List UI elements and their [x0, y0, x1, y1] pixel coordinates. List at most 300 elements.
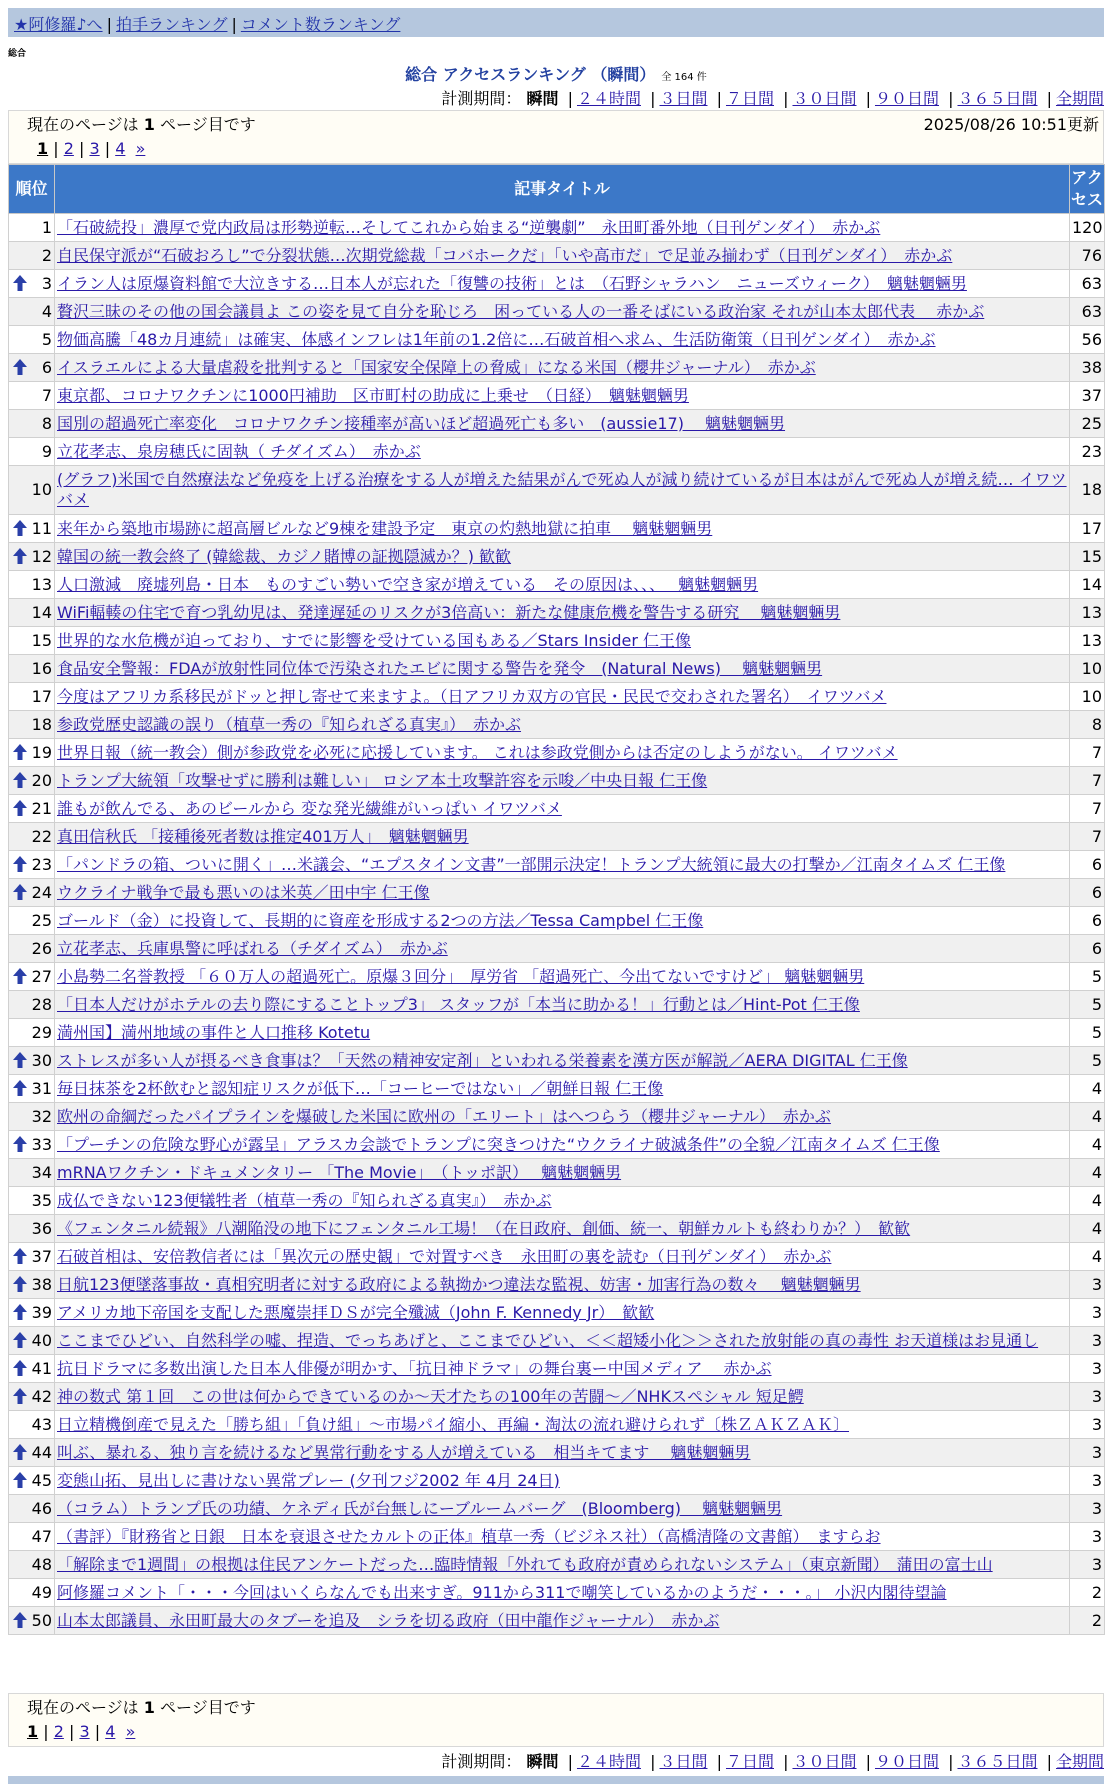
title-cell [55, 270, 1070, 298]
article-title-link[interactable]: 変態山拓、見出しに書けない異常プレー (夕刊フジ2002 年 4月 24日) [57, 1470, 560, 1490]
table-row [9, 214, 1105, 242]
up-arrow-icon [13, 1332, 27, 1348]
access-count: 3 [1070, 1411, 1105, 1439]
rank-cell [9, 1607, 55, 1635]
article-title-link[interactable]: 成仏できない123便犠牲者（植草一秀の『知られざる真実』） 赤かぶ [57, 1190, 552, 1210]
title-cell [55, 515, 1070, 543]
access-count: 3 [1070, 1271, 1105, 1299]
article-title-link[interactable]: 満州国】満州地域の事件と人口推移 Kotetu [57, 1022, 371, 1042]
access-count: 4 [1070, 1243, 1105, 1271]
article-title-link[interactable]: 東京都、コロナワクチンに1000円補助 区市町村の助成に上乗せ （日経） 魑魅魍魎男 [57, 385, 689, 405]
article-title-link[interactable]: 世界的な水危機が迫っており、すでに影響を受けている国もある／Stars Insider 仁王像 [57, 630, 692, 650]
article-title-link[interactable]: mRNAワクチン・ドキュメンタリー 「The Movie」 （トッポ訳） 魑魅魍魎男 [57, 1162, 622, 1182]
period-selector-bottom: 計測期間： 瞬間 | ２４時間 | ３日間 | ７日間 | ３０日間 | ９０日間 | ３６５日間 | 全期間 [441, 1752, 1104, 1771]
title-cell [55, 410, 1070, 438]
article-title-link[interactable]: 立花孝志、兵庫県警に呼ばれる（チダイズム） 赤かぶ [57, 938, 448, 958]
title-cell [55, 1103, 1070, 1131]
table-row [9, 1047, 1105, 1075]
table-row [9, 438, 1105, 466]
title-cell [55, 1243, 1070, 1271]
title-cell [55, 767, 1070, 795]
period-link-30d[interactable]: ３０日間 [792, 89, 857, 108]
up-arrow-icon [13, 856, 27, 872]
title-cell [55, 1131, 1070, 1159]
page-link-current[interactable]: 1 [37, 139, 49, 158]
article-title-link[interactable]: （書評）『財務省と日銀 日本を衰退させたカルトの正体』植草一秀（ビジネス社）（高橋清隆の文書館） ますらお [57, 1526, 881, 1546]
access-count: 5 [1070, 1019, 1105, 1047]
rank-number: 1 [41, 217, 52, 237]
table-row [9, 1523, 1105, 1551]
title-cell [55, 1159, 1070, 1187]
article-title-link[interactable]: 叫ぶ、暴れる、独り言を続けるなど異常行動をする人が増えている 相当キてます 魑魅魍魎男 [57, 1442, 751, 1462]
rank-number: 17 [31, 686, 52, 706]
title-cell [55, 214, 1070, 242]
up-arrow-icon [13, 1052, 27, 1068]
table-row [9, 935, 1105, 963]
rank-number: 14 [31, 602, 52, 622]
up-arrow-icon [13, 275, 27, 291]
nav-link-clap-ranking[interactable]: 拍手ランキング [115, 15, 228, 34]
rank-cell [9, 599, 55, 627]
article-title-link[interactable]: 《フェンタニル続報》八潮陥没の地下にフェンタニル工場！（在日政府、創価、統一、朝鮮カルトも終わりか？） 歓歓 [57, 1218, 911, 1238]
period-link-90d[interactable]: ９０日間 [874, 1752, 939, 1771]
up-arrow-icon [13, 744, 27, 760]
article-title-link[interactable]: 小島勢二名誉教授 「６０万人の超過死亡。原爆３回分」 厚労省 「超過死亡、今出てないですけど」 魑魅魍魎男 [57, 966, 865, 986]
period-link-3d[interactable]: ３日間 [659, 1752, 708, 1771]
period-link-7d[interactable]: ７日間 [725, 1752, 774, 1771]
page-link[interactable]: 4 [105, 1722, 116, 1741]
rank-cell [9, 382, 55, 410]
pager-bottom [8, 1693, 1104, 1747]
rank-cell [9, 767, 55, 795]
rank-cell [9, 270, 55, 298]
table-row [9, 991, 1105, 1019]
rank-number: 28 [31, 994, 52, 1014]
access-count: 14 [1070, 571, 1105, 599]
rank-cell [9, 571, 55, 599]
up-arrow-icon [13, 884, 27, 900]
ranking-title: 総合 アクセスランキング （瞬間） [405, 65, 656, 84]
article-title-link[interactable]: イスラエルによる大量虐殺を批判すると「国家安全保障上の脅威」になる米国（櫻井ジャーナル） 赤かぶ [57, 357, 816, 377]
access-count: 4 [1070, 1215, 1105, 1243]
rank-number: 29 [31, 1022, 52, 1042]
rank-cell [9, 1187, 55, 1215]
article-title-link[interactable]: 「石破続投」濃厚で党内政局は形勢逆転…そしてこれから始まる“逆襲劇” 永田町番外地（日刊ゲンダイ） 赤かぶ [57, 217, 881, 237]
rank-number: 8 [41, 413, 52, 433]
access-count: 37 [1070, 382, 1105, 410]
rank-number: 20 [31, 770, 52, 790]
nav-separator: | [231, 15, 237, 34]
article-title-link[interactable]: ストレスが多い人が摂るべき食事は？「天然の精神安定剤」といわれる栄養素を漢方医が解説／AERA DIGITAL 仁王像 [57, 1050, 908, 1070]
rank-number: 9 [41, 441, 52, 461]
updated-timestamp: 2025/08/26 10:51更新 [923, 115, 1099, 134]
category-label: 総合 [8, 49, 27, 59]
rank-number: 16 [31, 658, 52, 678]
article-title-link[interactable]: 贅沢三昧のその他の国会議員よ この姿を見て自分を恥じろ 困っている人の一番そばにいる政治家 それが山本太郎代表 赤かぶ [57, 301, 985, 321]
article-title-link[interactable]: 山本太郎議員、永田町最大のタブーを追及 シラを切る政府（田中龍作ジャーナル） 赤かぶ [57, 1610, 720, 1630]
nav-separator: | [106, 15, 112, 34]
access-count: 7 [1070, 739, 1105, 767]
article-title-link[interactable]: 石破首相は、安倍教信者には「異次元の歴史観」で対置すべき 永田町の裏を読む（日刊ゲンダイ） 赤かぶ [57, 1246, 832, 1266]
article-title-link[interactable]: 自民保守派が“石破おろし”で分裂状態…次期党総裁「コバホークだ」「いや高市だ」で足並み揃わず（日刊ゲンダイ） 赤かぶ [57, 245, 953, 265]
rank-cell [9, 1299, 55, 1327]
title-cell [55, 1439, 1070, 1467]
rank-cell [9, 466, 55, 515]
title-cell [55, 1495, 1070, 1523]
rank-number: 6 [41, 357, 52, 377]
rank-number: 38 [31, 1274, 52, 1294]
rank-cell [9, 823, 55, 851]
title-cell [55, 1019, 1070, 1047]
access-count: 15 [1070, 543, 1105, 571]
table-row [9, 851, 1105, 879]
title-cell [55, 1355, 1070, 1383]
rank-cell [9, 1243, 55, 1271]
rank-number: 23 [31, 854, 52, 874]
rank-number: 27 [31, 966, 52, 986]
rank-number: 40 [31, 1330, 52, 1350]
table-row [9, 795, 1105, 823]
rank-number: 10 [31, 480, 52, 499]
rank-cell [9, 1075, 55, 1103]
ranking-table [8, 164, 1105, 1635]
table-row [9, 1243, 1105, 1271]
rank-cell [9, 1523, 55, 1551]
access-count: 56 [1070, 326, 1105, 354]
rank-cell [9, 214, 55, 242]
access-count: 3 [1070, 1551, 1105, 1579]
nav-link-home[interactable]: ★阿修羅♪へ [14, 15, 103, 34]
title-cell [55, 1271, 1070, 1299]
page-link[interactable]: 4 [115, 139, 126, 158]
title-cell [55, 683, 1070, 711]
table-row [9, 1103, 1105, 1131]
header-rank: 順位 [9, 165, 55, 214]
access-count: 25 [1070, 410, 1105, 438]
rank-cell [9, 543, 55, 571]
rank-cell [9, 879, 55, 907]
article-title-link[interactable]: アメリカ地下帝国を支配した悪魔崇拝ＤＳが完全殲滅（John F. Kennedy Jr） 歓歓 [57, 1302, 655, 1322]
rank-number: 18 [31, 714, 52, 734]
rank-cell [9, 851, 55, 879]
title-cell [55, 382, 1070, 410]
table-row [9, 515, 1105, 543]
period-label: 計測期間： [441, 89, 522, 108]
title-cell [55, 599, 1070, 627]
article-title-link[interactable]: 誰もが飲んでる、あのビールから 変な発光繊維がいっぱい イワツバメ [57, 798, 562, 818]
table-row [9, 627, 1105, 655]
title-cell [55, 571, 1070, 599]
next-page-link[interactable]: » [125, 1722, 136, 1741]
article-title-link[interactable]: 「解除まで1週間」の根拠は住民アンケートだった…臨時情報「外れても政府が責められないシステム」（東京新聞） 蒲田の富士山 [57, 1554, 993, 1574]
period-link-90d[interactable]: ９０日間 [874, 89, 939, 108]
title-cell [55, 879, 1070, 907]
table-row [9, 326, 1105, 354]
access-count: 6 [1070, 935, 1105, 963]
header-title: 記事タイトル [55, 165, 1070, 214]
rank-number: 22 [31, 826, 52, 846]
up-arrow-icon [13, 1276, 27, 1292]
article-title-link[interactable]: 「日本人だけがホテルの去り際にすることトップ3」 スタッフが「本当に助かる！」行動とは／Hint-Pot 仁王像 [57, 994, 860, 1014]
article-title-link[interactable]: ゴールド（金）に投資して、長期的に資産を形成する2つの方法／Tessa Campbel 仁王像 [57, 910, 704, 930]
rank-number: 7 [41, 385, 52, 405]
table-row [9, 1215, 1105, 1243]
up-arrow-icon [13, 520, 27, 536]
article-title-link[interactable]: 日立精機倒産で見えた「勝ち組」「負け組」〜市場パイ縮小、再編・淘汰の流れ避けられず〔株ＺＡＫＺＡＫ〕 [57, 1414, 850, 1434]
rank-cell [9, 683, 55, 711]
up-arrow-icon [13, 359, 27, 375]
rank-number: 36 [31, 1218, 52, 1238]
table-row [9, 767, 1105, 795]
table-row [9, 1327, 1105, 1355]
access-count: 3 [1070, 1495, 1105, 1523]
table-row [9, 1299, 1105, 1327]
article-title-link[interactable]: 立花孝志、泉房穂氏に固執（ チダイズム） 赤かぶ [57, 441, 421, 461]
rank-cell [9, 1579, 55, 1607]
article-title-link[interactable]: 物価高騰「48カ月連続」は確実、体感インフレは1年前の1.2倍に…石破首相へ求ム、生活防衛策（日刊ゲンダイ） 赤かぶ [57, 329, 936, 349]
article-title-link[interactable]: 毎日抹茶を2杯飲むと認知症リスクが低下…「コーヒーではない」／朝鮮日報 仁王像 [57, 1078, 664, 1098]
table-row [9, 907, 1105, 935]
up-arrow-icon [13, 1080, 27, 1096]
table-row [9, 739, 1105, 767]
period-link-all[interactable]: 全期間 [1055, 89, 1104, 108]
article-title-link[interactable]: 韓国の統一教会終了 (韓総裁、カジノ賭博の証拠隠滅か？) 歓歓 [57, 546, 512, 566]
article-title-link[interactable]: 世界日報（統一教会）側が参政党を必死に応援しています。 これは参政党側からは否定のしようがない。 イワツバメ [57, 742, 898, 762]
rank-number: 4 [41, 301, 52, 321]
article-title-link[interactable]: 来年から築地市場跡に超高層ビルなど9棟を建設予定 東京の灼熱地獄に拍車 魑魅魍魎男 [57, 518, 713, 538]
rank-number: 2 [41, 245, 52, 265]
up-arrow-icon [13, 548, 27, 564]
title-cell [55, 1327, 1070, 1355]
article-title-link[interactable]: 参政党歴史認識の誤り（植草一秀の『知られざる真実』） 赤かぶ [57, 714, 522, 734]
rank-cell [9, 1159, 55, 1187]
access-count: 2 [1070, 1579, 1105, 1607]
rank-cell [9, 298, 55, 326]
period-link-24h[interactable]: ２４時間 [576, 1752, 641, 1771]
article-title-link[interactable]: 日航123便墜落事故・真相究明者に対する政府による執拗かつ違法な監視、妨害・加害行為の数々 魑魅魍魎男 [57, 1274, 861, 1294]
period-link-3d[interactable]: ３日間 [659, 89, 708, 108]
article-title-link[interactable]: イラン人は原爆資料館で大泣きする…日本人が忘れた「復讐の技術」とは （石野シャラハン ニューズウィーク） 魑魅魍魎男 [57, 273, 967, 293]
rank-cell [9, 655, 55, 683]
rank-number: 24 [31, 882, 52, 902]
page-link[interactable]: 3 [79, 1722, 90, 1741]
article-title-link[interactable]: (グラフ)米国で自然療法など免疫を上げる治療をする人が増えた結果がんで死ぬ人が減り続けているが日本はがんで死ぬ人が増え続… イワツバメ [57, 470, 1067, 509]
rank-cell [9, 1439, 55, 1467]
title-cell [55, 627, 1070, 655]
rank-cell [9, 739, 55, 767]
rank-number: 50 [31, 1610, 52, 1630]
article-title-link[interactable]: 人口激減 廃墟列島・日本 ものすごい勢いで空き家が増えている その原因は、、、 魑魅魍魎男 [57, 574, 759, 594]
total-count: 全 164 件 [661, 72, 707, 83]
title-cell [55, 963, 1070, 991]
page-links: 1 | 2 | 3 | 4 » [37, 139, 146, 158]
title-cell [55, 1551, 1070, 1579]
page-indicator: 現在のページは 1 ページ目です [27, 115, 256, 134]
rank-number: 30 [31, 1050, 52, 1070]
period-link-24h[interactable]: ２４時間 [576, 89, 641, 108]
rank-cell [9, 1327, 55, 1355]
header-access: アクセス [1070, 165, 1105, 214]
title-cell [55, 1047, 1070, 1075]
title-cell [55, 1523, 1070, 1551]
up-arrow-icon [13, 1248, 27, 1264]
up-arrow-icon [13, 800, 27, 816]
page-links: 1 | 2 | 3 | 4 » [27, 1722, 136, 1741]
title-cell [55, 1215, 1070, 1243]
rank-cell [9, 515, 55, 543]
ranking-body [9, 214, 1105, 1635]
article-title-link[interactable]: 「パンドラの箱、ついに開く」…米議会、“エプスタイン文書”一部開示決定！トランプ大統領に最大の打撃か／江南タイムズ 仁王像 [57, 854, 1006, 874]
rank-cell [9, 1495, 55, 1523]
table-row [9, 963, 1105, 991]
period-link-365d[interactable]: ３６５日間 [957, 89, 1038, 108]
rank-cell [9, 1131, 55, 1159]
page-link[interactable]: 2 [53, 1722, 64, 1741]
access-count: 3 [1070, 1327, 1105, 1355]
rank-number: 43 [31, 1414, 52, 1434]
rank-cell [9, 1383, 55, 1411]
title-cell [55, 1579, 1070, 1607]
rank-cell [9, 438, 55, 466]
table-row [9, 1551, 1105, 1579]
article-title-link[interactable]: ここまでひどい、自然科学の嘘、捏造、でっちあげと、ここまでひどい、＜＜超矮小化＞＞された放射能の真の毒性 お天道様はお見通し [57, 1330, 1039, 1350]
access-count: 3 [1070, 1355, 1105, 1383]
title-cell [55, 935, 1070, 963]
access-count: 10 [1070, 655, 1105, 683]
table-row [9, 1355, 1105, 1383]
rank-cell [9, 326, 55, 354]
access-count: 63 [1070, 270, 1105, 298]
rank-number: 13 [31, 574, 52, 594]
article-title-link[interactable]: 欧州の命綱だったパイプラインを爆破した米国に欧州の「エリート」はへつらう（櫻井ジャーナル） 赤かぶ [57, 1106, 831, 1126]
title-cell [55, 326, 1070, 354]
period-current: 瞬間 [526, 89, 559, 108]
footer-bar [8, 1776, 1104, 1784]
article-title-link[interactable]: 神の数式 第１回 この世は何からできているのか〜天才たちの100年の苦闘〜／NHKスペシャル 短足鰐 [57, 1386, 804, 1406]
page-indicator: 現在のページは 1 ページ目です [27, 1698, 256, 1717]
rank-cell [9, 1467, 55, 1495]
access-count: 3 [1070, 1439, 1105, 1467]
rank-cell [9, 354, 55, 382]
title-cell [55, 1075, 1070, 1103]
title-cell [55, 1411, 1070, 1439]
article-title-link[interactable]: ウクライナ戦争で最も悪いのは米英／田中宇 仁王像 [57, 882, 430, 902]
access-count: 4 [1070, 1103, 1105, 1131]
article-title-link[interactable]: トランプ大統領「攻撃せずに勝利は難しい」 ロシア本土攻撃許容を示唆／中央日報 仁王像 [57, 770, 708, 790]
table-row [9, 382, 1105, 410]
access-count: 23 [1070, 438, 1105, 466]
access-count: 5 [1070, 963, 1105, 991]
page-link[interactable]: 2 [63, 139, 74, 158]
rank-cell [9, 907, 55, 935]
table-row [9, 1411, 1105, 1439]
table-row [9, 1579, 1105, 1607]
table-row [9, 1467, 1105, 1495]
access-count: 3 [1070, 1383, 1105, 1411]
rank-number: 42 [31, 1386, 52, 1406]
article-title-link[interactable]: 国別の超過死亡率変化 コロナワクチン接種率が高いほど超過死亡も多い (aussie17) 魑魅魍魎男 [57, 413, 786, 433]
title-cell [55, 907, 1070, 935]
title-cell [55, 543, 1070, 571]
up-arrow-icon [13, 968, 27, 984]
rank-number: 19 [31, 742, 52, 762]
table-row [9, 1383, 1105, 1411]
article-title-link[interactable]: 抗日ドラマに多数出演した日本人俳優が明かす、「抗日神ドラマ」の舞台裏ー中国メディア 赤かぶ [57, 1358, 772, 1378]
rank-cell [9, 410, 55, 438]
article-title-link[interactable]: 真田信秋氏 「接種後死者数は推定401万人」 魑魅魍魎男 [57, 826, 469, 846]
period-link-all[interactable]: 全期間 [1055, 1752, 1104, 1771]
period-label: 計測期間： [441, 1752, 522, 1771]
page-link-current[interactable]: 1 [27, 1722, 39, 1741]
article-title-link[interactable]: （コラム）トランプ氏の功績、ケネディ氏が台無しにーブルームバーグ (Bloomberg) 魑魅魍魎男 [57, 1498, 783, 1518]
rank-number: 11 [31, 518, 52, 538]
access-count: 4 [1070, 1131, 1105, 1159]
rank-number: 49 [31, 1582, 52, 1602]
title-cell [55, 1467, 1070, 1495]
table-row [9, 1495, 1105, 1523]
article-title-link[interactable]: 阿修羅コメント「・・・今回はいくらなんでも出来すぎ。911から311で嘲笑しているかのようだ・・・。」 小沢内閣待望論 [57, 1582, 947, 1602]
title-cell [55, 242, 1070, 270]
table-row [9, 543, 1105, 571]
rank-cell [9, 935, 55, 963]
rank-number: 5 [41, 329, 52, 349]
period-selector-top: 計測期間： 瞬間 | ２４時間 | ３日間 | ７日間 | ３０日間 | ９０日間 | ３６５日間 | 全期間 [441, 89, 1104, 108]
period-link-30d[interactable]: ３０日間 [792, 1752, 857, 1771]
table-row [9, 655, 1105, 683]
table-row [9, 1187, 1105, 1215]
period-link-365d[interactable]: ３６５日間 [957, 1752, 1038, 1771]
nav-link-comment-ranking[interactable]: コメント数ランキング [240, 15, 401, 34]
up-arrow-icon [13, 772, 27, 788]
article-title-link[interactable]: WiFi輻輳の住宅で育つ乳幼児は、発達遅延のリスクが3倍高い：新たな健康危機を警告する研究 魑魅魍魎男 [57, 602, 841, 622]
rank-number: 34 [31, 1162, 52, 1182]
access-count: 3 [1070, 1467, 1105, 1495]
up-arrow-icon [13, 1444, 27, 1460]
next-page-link[interactable]: » [135, 139, 146, 158]
rank-cell [9, 991, 55, 1019]
page-link[interactable]: 3 [89, 139, 100, 158]
table-row [9, 466, 1105, 515]
rank-cell [9, 711, 55, 739]
rank-cell [9, 1355, 55, 1383]
access-count: 13 [1070, 599, 1105, 627]
access-count: 6 [1070, 907, 1105, 935]
rank-number: 48 [31, 1554, 52, 1574]
article-title-link[interactable]: 今度はアフリカ系移民がドッと押し寄せて来ますよ。（日アフリカ双方の官民・民民で交わされた署名） イワツバメ [57, 686, 887, 706]
rank-cell [9, 1411, 55, 1439]
table-row [9, 1019, 1105, 1047]
title-cell [55, 851, 1070, 879]
table-row [9, 410, 1105, 438]
access-count: 63 [1070, 298, 1105, 326]
access-count: 13 [1070, 627, 1105, 655]
title-cell [55, 655, 1070, 683]
rank-number: 21 [31, 798, 52, 818]
article-title-link[interactable]: 「プーチンの危険な野心が露呈」アラスカ会談でトランプに突きつけた“ウクライナ破滅条件”の全貌／江南タイムズ 仁王像 [57, 1134, 940, 1154]
access-count: 5 [1070, 991, 1105, 1019]
rank-number: 44 [31, 1442, 52, 1462]
rank-cell [9, 1047, 55, 1075]
title-cell [55, 1187, 1070, 1215]
period-link-7d[interactable]: ７日間 [725, 89, 774, 108]
table-row [9, 1439, 1105, 1467]
table-row [9, 599, 1105, 627]
access-count: 5 [1070, 1047, 1105, 1075]
article-title-link[interactable]: 食品安全警報：FDAが放射性同位体で汚染されたエビに関する警告を発令 (Natural News) 魑魅魍魎男 [57, 658, 823, 678]
table-row [9, 354, 1105, 382]
access-count: 4 [1070, 1159, 1105, 1187]
access-count: 120 [1070, 214, 1105, 242]
